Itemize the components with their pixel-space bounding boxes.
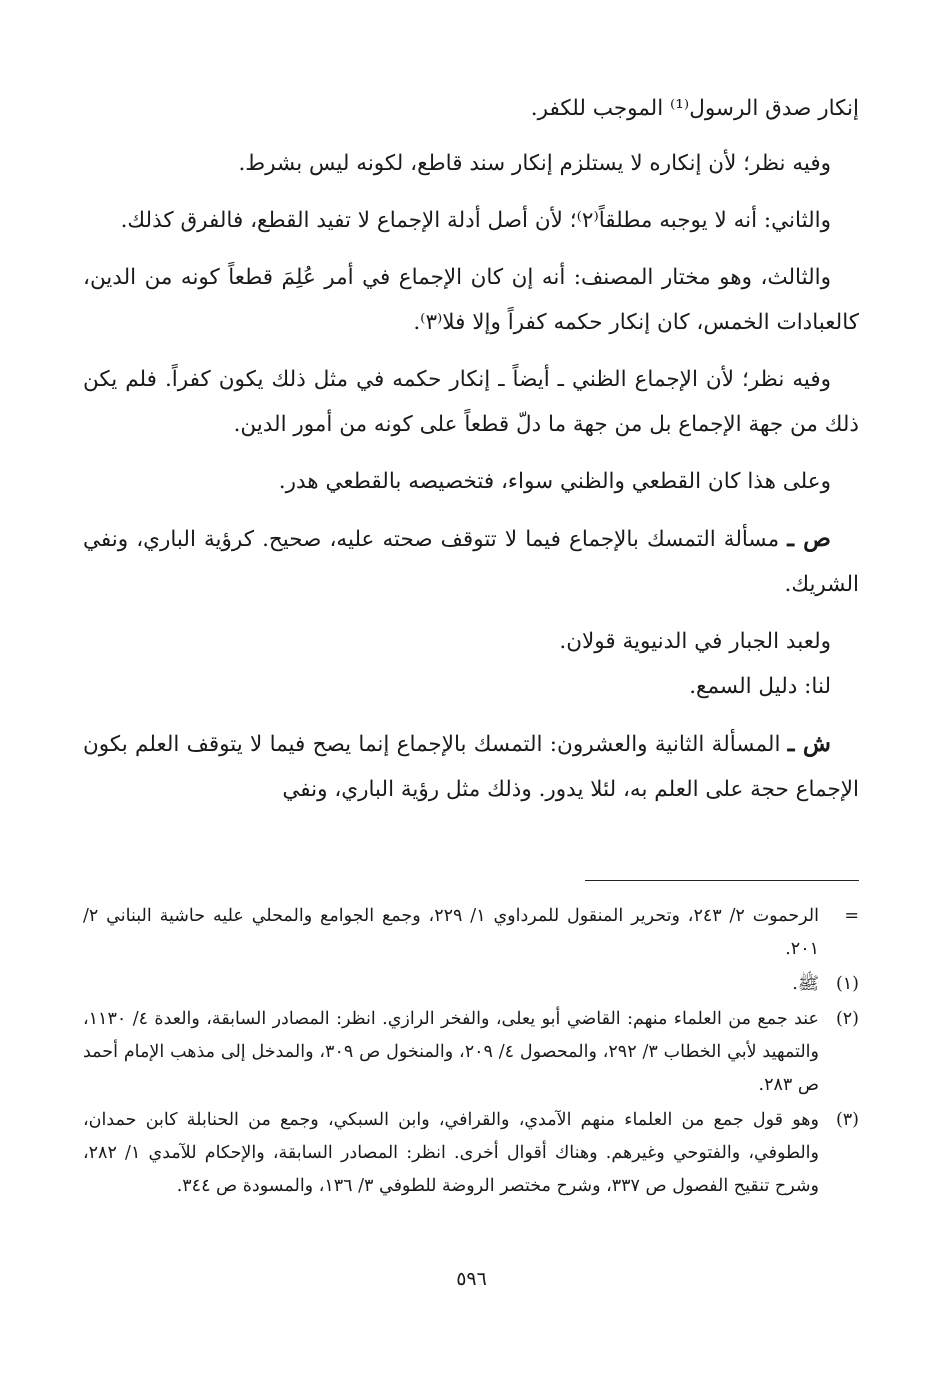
footnote-separator [585,880,859,881]
paragraph-5: وفيه نظر؛ لأن الإجماع الظني ـ أيضاً ـ إنكار حكمه في مثل ذلك يكون كفراً. فلم يكن ذلك من جهة الإجماع بل من جهة ما دلّ قطعاً على كونه من أمور الدين. [83,367,859,437]
matn-paragraph: ص ـ مسألة التمسك بالإجماع فيما لا تتوقف صحته عليه، صحيح. كرؤية الباري، ونفي الشريك. [83,525,859,597]
paragraph-6: وعلى هذا كان القطعي والظني سواء، فتخصيصه بالقطعي هدر. [278,469,831,494]
paragraph-4: والثالث، وهو مختار المصنف: أنه إن كان الإجماع في أمر عُلِمَ قطعاً كونه من الدين، كالعبادات الخمس، كان إنكار حكمه كفراً وإلا فلا⁽٣⁾. [83,265,859,335]
matn-line-2: ولعبد الجبار في الدنيوية قولان. [559,629,831,654]
paragraph-2: وفيه نظر؛ لأن إنكاره لا يستلزم إنكار سند قاطع، لكونه ليس بشرط. [238,151,831,176]
paragraph-1: إنكار صدق الرسول⁽¹⁾ الموجب للكفر. [530,96,859,121]
footnotes [83,900,859,1205]
main-text [83,86,859,824]
matn-mark: ص ـ [787,525,831,552]
footnote-continuation: = الرحموت ٢/ ٢٤٣، وتحرير المنقول للمرداوي ١/ ٢٢٩، وجمع الجوامع والمحلي عليه حاشية البناني ٢/ ٢٠١. [83,906,859,959]
sharh-paragraph: ش ـ المسألة الثانية والعشرون: التمسك بالإجماع إنما يصح فيما لا يتوقف العلم بكون الإجماع حجة على العلم به، لئلا يدور. وذلك مثل رؤية الباري، ونفي [83,730,859,802]
paragraph-3: والثاني: أنه لا يوجبه مطلقاً⁽٢⁾؛ لأن أصل أدلة الإجماع لا تفيد القطع، فالفرق كذلك. [120,208,831,233]
page-number: ٥٩٦ [456,1268,487,1290]
footnote-3: (٣) وهو قول جمع من العلماء منهم الآمدي، والقرافي، وابن السبكي، وجمع من الحنابلة كابن حمدان، والطوفي، والفتوحي وغيرهم. وهناك أقوال أخرى. انظر: المصادر السابقة، والإحكام للآمدي ١/ ٢٨٢، وشرح تنقيح الفصول ص ٣٣٧، وشرح مختصر الروضة للطوفي ٣/ ١٣٦، والمسودة ص ٣٤٤. [83,1110,859,1196]
footnote-2: (٢) عند جمع من العلماء منهم: القاضي أبو يعلى، والفخر الرازي. انظر: المصادر السابقة، والعدة ٤/ ١١٣٠، والتمهيد لأبي الخطاب ٣/ ٢٩٢، والمحصول ٤/ ٢٠٩، والمنخول ص ٣٠٩، والمدخل إلى مذهب الإمام أحمد ص ٢٨٣. [83,1009,859,1095]
footnote-1: (١) ﷺ. [792,974,859,994]
sharh-mark: ش ـ [787,730,832,757]
matn-line-3: لنا: دليل السمع. [689,674,831,699]
